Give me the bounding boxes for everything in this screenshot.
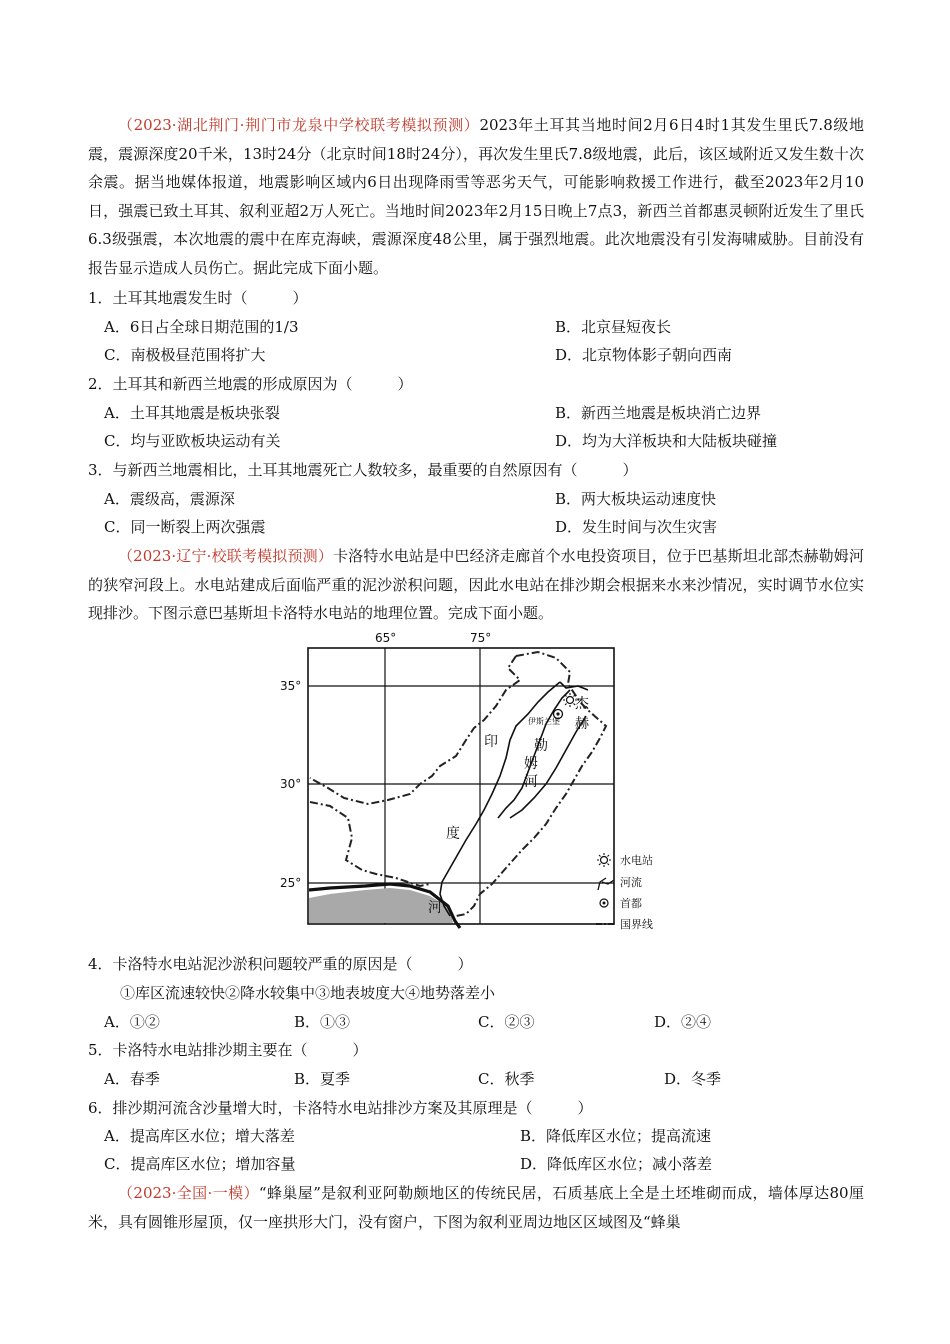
- intro-text-1: 2023年土耳其当地时间2月6日4时1其发生里氏7.8级地震，震源深度20千米，13时24分（北京时间18时24分），再次发生里氏7.8级地震，此后，该区域附近又发生数十次余震。据当地媒体报道，地震影响区域内6日出现降雨雪等恶劣天气，可能影响救援工作进行，截至2023年2月10日，强震已致土耳其、叙利亚超2万人死亡。当地时间2023年2月15日晚上7点3，新西兰首都惠灵顿附近发生了里氏6.3级强震，本次地震的震中在库克海峡，震源深度48公里，属于强烈地震。此次地震没有引发海啸威胁。目前没有报告显示造成人员伤亡。据此完成下面小题。: [88, 116, 864, 277]
- q3-option-a[interactable]: A．震级高，震源深: [104, 490, 235, 508]
- legend-river: 河流: [620, 876, 642, 889]
- question-1-stem: 1．土耳其地震发生时（ ）: [88, 289, 308, 307]
- q1-option-b[interactable]: B．北京昼短夜长: [555, 318, 672, 336]
- q2-option-b[interactable]: B．新西兰地震是板块消亡边界: [555, 404, 762, 422]
- lat-label-25: 25°: [280, 876, 302, 890]
- lon-label-65: 65°: [375, 631, 397, 645]
- lon-label-75: 75°: [470, 631, 492, 645]
- lat-label-35: 35°: [280, 679, 302, 693]
- q6-option-b[interactable]: B．降低库区水位；提高流速: [520, 1127, 712, 1145]
- q4-option-c[interactable]: C．②③: [478, 1013, 535, 1031]
- legend-power-station: 水电站: [620, 854, 653, 867]
- q5-option-c[interactable]: C．秋季: [478, 1070, 535, 1088]
- lat-label-30: 30°: [280, 777, 302, 791]
- source-tag-3: （2023·全国·一模）: [118, 1184, 259, 1202]
- q4-option-d[interactable]: D．②④: [654, 1013, 712, 1031]
- q4-option-a[interactable]: A．①②: [104, 1013, 160, 1031]
- jhelum-label-1: 杰: [575, 696, 589, 712]
- question-4-stem: 4．卡洛特水电站泥沙淤积问题较严重的原因是（ ）: [88, 955, 473, 973]
- q1-option-c[interactable]: C．南极极昼范围将扩大: [104, 346, 266, 364]
- capital-label: 伊斯兰堡: [528, 717, 560, 726]
- source-tag-1: （2023·湖北荆门·荆门市龙泉中学校联考模拟预测）: [118, 116, 480, 134]
- q6-option-a[interactable]: A．提高库区水位；增大落差: [104, 1127, 295, 1145]
- question-2-stem: 2．土耳其和新西兰地震的形成原因为（ ）: [88, 375, 413, 393]
- intro-text-3: “蜂巢屋”是叙利亚阿勒颇地区的传统民居，石质基底上全是土坯堆砌而成，墙体厚达80厘米，具有圆锥形屋顶，仅一座拱形大门，没有窗户，下图为叙利亚周边地区区域图及“蜂巢: [88, 1184, 864, 1231]
- q1-option-d[interactable]: D．北京物体影子朝向西南: [555, 346, 733, 364]
- jhelum-label-2: 赫: [575, 716, 589, 732]
- question-4-sub: ①库区流速较快②降水较集中③地表坡度大④地势落差小: [120, 984, 496, 1002]
- q2-option-d[interactable]: D．均为大洋板块和大陆板块碰撞: [555, 432, 778, 450]
- q6-option-d[interactable]: D．降低库区水位；减小落差: [520, 1155, 713, 1173]
- jhelum-label-4: 姆: [524, 756, 538, 772]
- jhelum-label-3: 勒: [534, 738, 548, 754]
- q2-option-a[interactable]: A．土耳其地震是板块张裂: [104, 404, 280, 422]
- question-6-stem: 6．排沙期河流含沙量增大时，卡洛特水电站排沙方案及其原理是（ ）: [88, 1099, 593, 1117]
- jhelum-label-5: 河: [524, 774, 538, 790]
- q4-option-b[interactable]: B．①③: [294, 1013, 351, 1031]
- intro-paragraph-1: [88, 111, 864, 283]
- capital-dot: [556, 712, 559, 715]
- source-tag-2: （2023·辽宁·校联考模拟预测）: [118, 547, 333, 565]
- q6-option-c[interactable]: C．提高库区水位；增加容量: [104, 1155, 296, 1173]
- legend-capital: 首都: [620, 897, 642, 910]
- q2-option-c[interactable]: C．均与亚欧板块运动有关: [104, 432, 281, 450]
- question-3-stem: 3．与新西兰地震相比，土耳其地震死亡人数较多，最重要的自然原因有（ ）: [88, 461, 638, 479]
- indus-label-1: 印: [484, 734, 498, 750]
- q3-option-c[interactable]: C．同一断裂上两次强震: [104, 518, 266, 536]
- question-5-stem: 5．卡洛特水电站排沙期主要在（ ）: [88, 1041, 368, 1059]
- q5-option-d[interactable]: D．冬季: [664, 1070, 722, 1088]
- intro-paragraph-2: [88, 542, 864, 628]
- indus-label-3: 河: [428, 900, 442, 916]
- intro-text-2: 卡洛特水电站是中巴经济走廊首个水电投资项目，位于巴基斯坦北部杰赫勒姆河的狭窄河段上。水电站建成后面临严重的泥沙淤积问题，因此水电站在排沙期会根据来水来沙情况，实时调节水位实现排沙。下图示意巴基斯坦卡洛特水电站的地理位置。完成下面小题。: [88, 547, 864, 623]
- legend-boundary: 国界线: [620, 918, 653, 931]
- q5-option-b[interactable]: B．夏季: [294, 1070, 351, 1088]
- intro-paragraph-3: [88, 1179, 864, 1236]
- pakistan-map: [270, 628, 680, 940]
- q1-option-a[interactable]: A．6日占全球日期范围的1/3: [104, 318, 299, 336]
- q5-option-a[interactable]: A．春季: [104, 1070, 160, 1088]
- indus-label-2: 度: [446, 826, 460, 842]
- q3-option-d[interactable]: D．发生时间与次生灾害: [555, 518, 718, 536]
- q3-option-b[interactable]: B．两大板块运动速度快: [555, 490, 717, 508]
